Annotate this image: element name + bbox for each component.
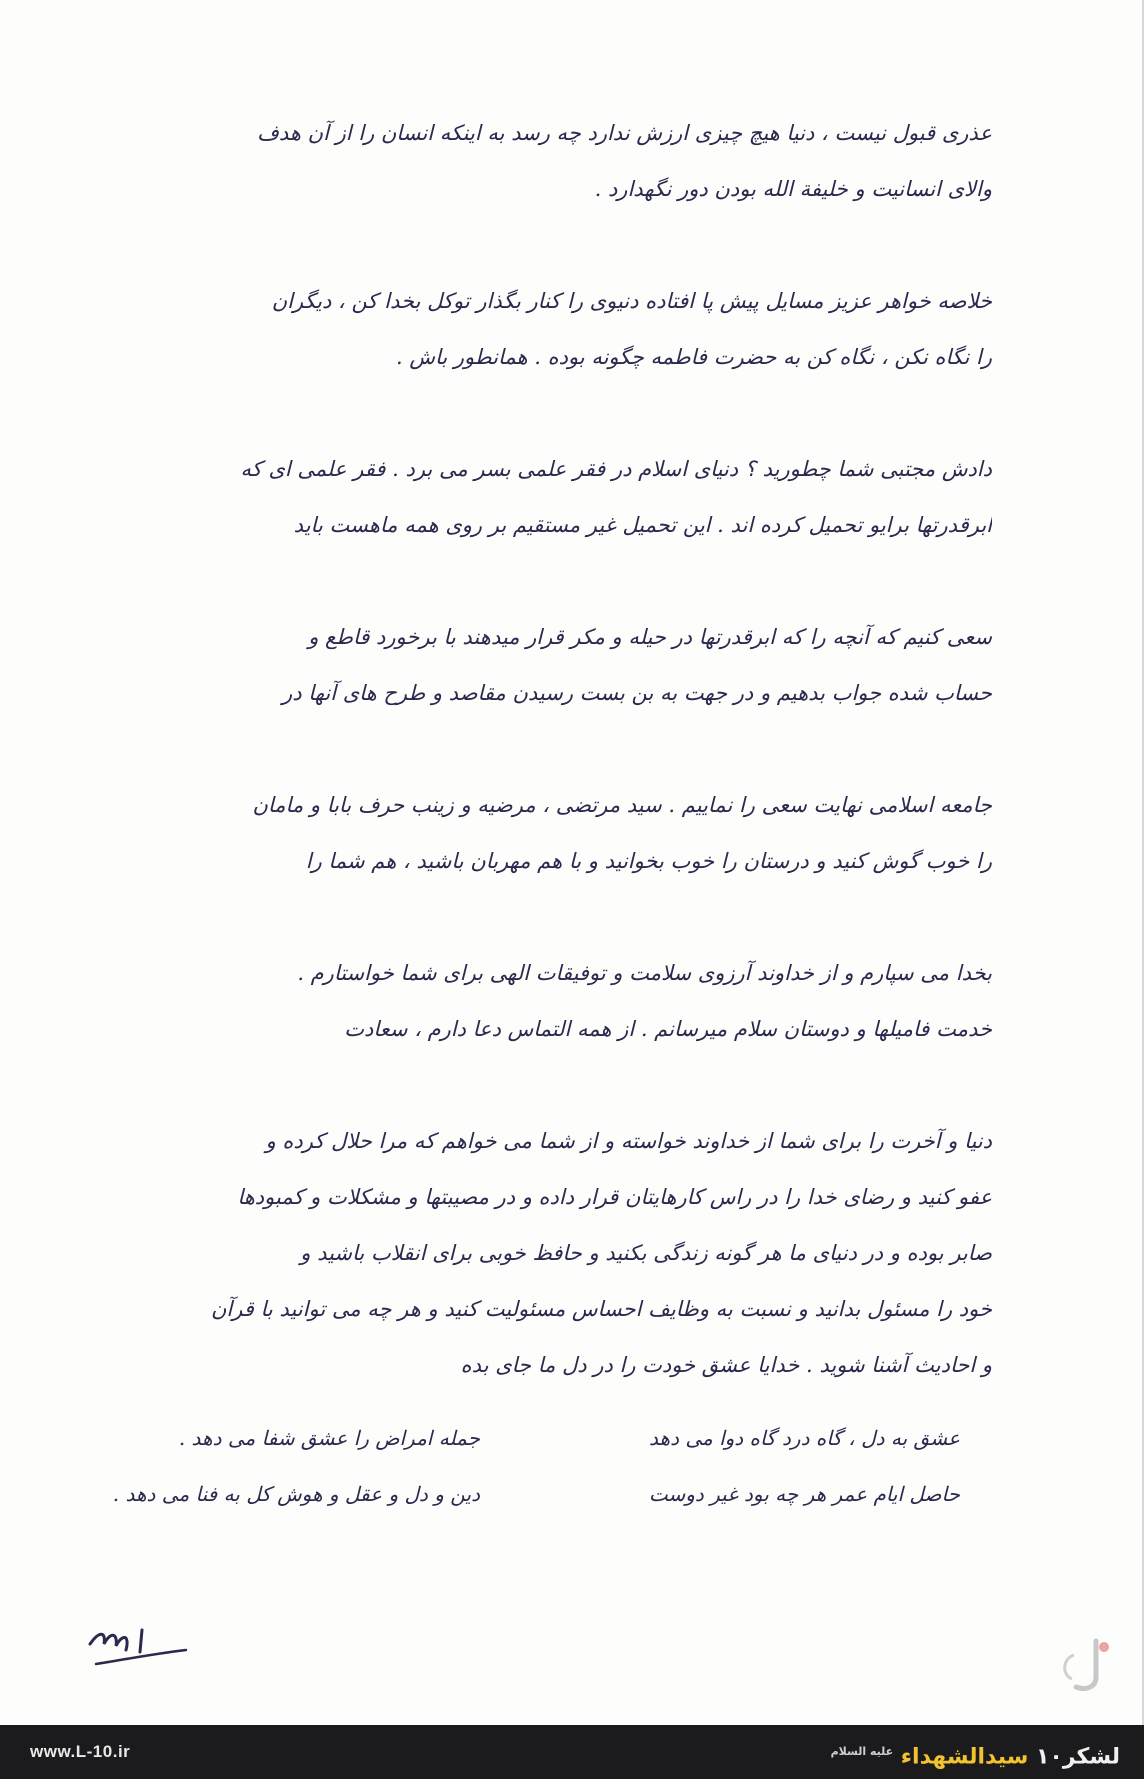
letter-line: سعی کنیم که آنچه را که ابرقدرتها در حیله و مکر قرار میدهند با برخورد قاطع و [308,625,992,649]
letter-line: خلاصه خواهر عزیز مسایل پیش پا افتاده دنیوی را کنار بگذار توکل بخدا کن ، دیگران [271,289,992,313]
letter-paragraph-2 [20,273,992,385]
letter-line: حساب شده جواب بدهیم و در جهت به بن بست رسیدن مقاصد و طرح های آنها در [282,681,992,705]
letter-line: جامعه اسلامی نهایت سعی را نماییم . سید مرتضی ، مرضیه و زینب حرف بابا و مامان [252,793,992,817]
letter-line: خود را مسئول بدانید و نسبت به وظایف احساس مسئولیت کنید و هر چه می توانید با قرآن [210,1297,992,1321]
site-footer [0,1725,1144,1779]
letter-body [20,105,992,1403]
letter-paragraph-3 [20,441,992,553]
poem-hemistich-first: حاصل ایام عمر هر چه بود غیر دوست [648,1482,960,1506]
letter-line: عفو کنید و رضای خدا را در راس کارهایتان قرار داده و در مصیبتها و مشکلات و کمبودها [237,1185,992,1209]
poem-hemistich-second: دین و دل و عقل و هوش کل به فنا می دهد . [112,1482,480,1506]
letter-line: والای انسانیت و خلیفة الله بودن دور نگهدارد . [594,177,992,201]
letter-line: دادش مجتبی شما چطورید ؟ دنیای اسلام در فقر علمی بسر می برد . فقر علمی ای که [240,457,992,481]
poem-verse [60,1410,960,1466]
letter-paragraph-1 [20,105,992,217]
brand-name-part: لشکر۱۰ [1036,1744,1120,1770]
poem-hemistich-second: جمله امراض را عشق شفا می دهد . [178,1426,480,1450]
brand-honorific: علیه السلام [830,1745,894,1758]
poem-hemistich-first: عشق به دل ، گاه درد گاه دوا می دهد [649,1426,960,1450]
letter-paragraph-6 [20,945,992,1057]
letter-line: و احادیث آشنا شوید . خدایا عشق خودت را در دل ما جای بده [460,1353,992,1377]
letter-line: بخدا می سپارم و از خداوند آرزوی سلامت و توفیقات الهی برای شما خواستارم . [297,961,992,985]
poem-verse [60,1466,960,1522]
letter-line: ابرقدرتها برایو تحمیل کرده اند . این تحمیل غیر مستقیم بر روی همه ماهست باید [293,513,992,537]
handwritten-number-icon [82,1612,202,1672]
website-link[interactable]: www.L-10.ir [30,1742,131,1761]
letter-paragraph-5 [20,777,992,889]
brand-name-highlight: سیدالشهداء [900,1744,1029,1770]
letter-line: صابر بوده و در دنیای ما هر گونه زندگی بکنید و حافظ خوبی برای انقلاب باشید و [300,1241,992,1265]
letter-line: عذری قبول نیست ، دنیا هیچ چیزی ارزش ندارد چه رسد به اینکه انسان را از آن هدف [257,121,992,145]
letter-paragraph-7 [20,1113,992,1393]
poem [60,1410,960,1522]
l10-emblem-icon [1052,1635,1112,1695]
letter-line: دنیا و آخرت را برای شما از خداوند خواسته و از شما می خواهم که مرا حلال کرده و [265,1129,992,1153]
letter-line: را نگاه نکن ، نگاه کن به حضرت فاطمه چگونه بوده . همانطور باش . [396,345,992,369]
letter-paragraph-4 [20,609,992,721]
letter-line: خدمت فامیلها و دوستان سلام میرسانم . از همه التماس دعا دارم ، سعادت [344,1017,992,1041]
brand-logo [831,1725,1120,1784]
letter-line: را خوب گوش کنید و درستان را خوب بخوانید و با هم مهربان باشید ، هم شما را [305,849,992,873]
